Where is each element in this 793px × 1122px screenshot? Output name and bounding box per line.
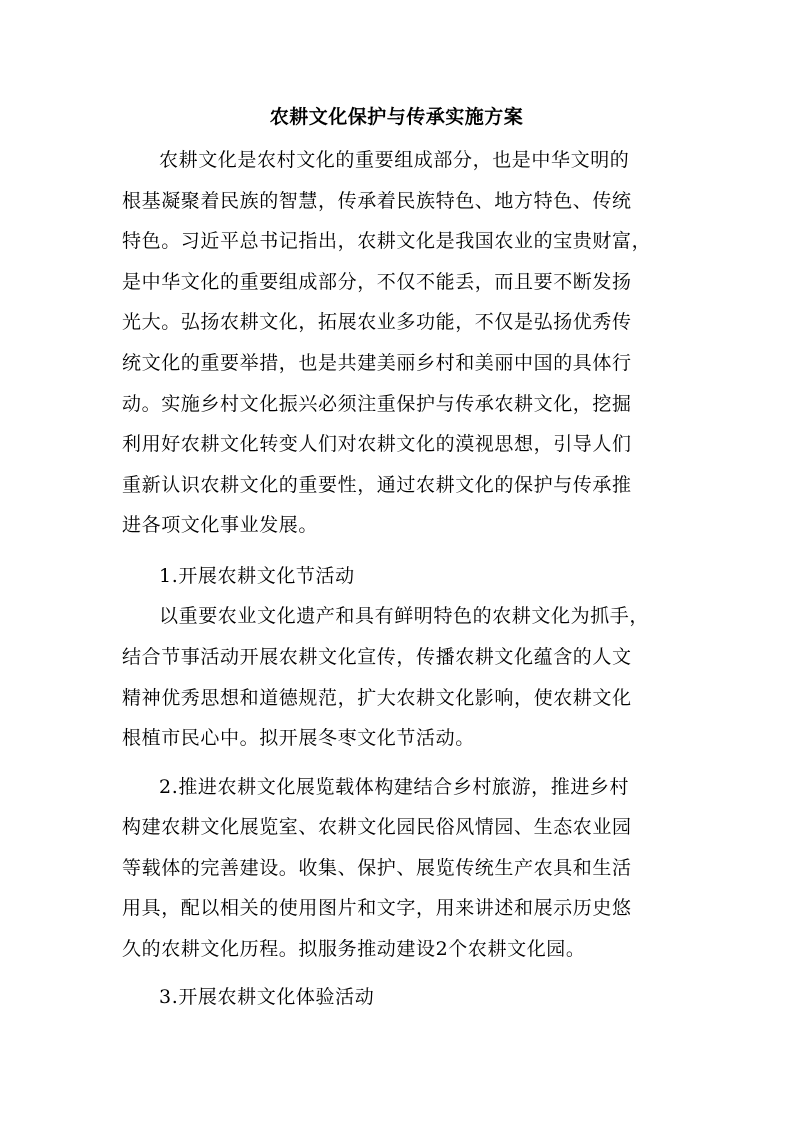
text-line: 构建农耕文化展览室、农耕文化园民俗风情园、生态农业园 (122, 816, 632, 838)
text-line: 精神优秀思想和道德规范，扩大农耕文化影响，使农耕文化 (122, 687, 632, 709)
text-line: 结合节事活动开展农耕文化宣传，传播农耕文化蕴含的人文 (122, 646, 632, 668)
text-line: 农耕文化是农村文化的重要组成部分，也是中华文明的 (159, 149, 630, 171)
text-line: 久的农耕文化历程。拟服务推动建设2个农耕文化园。 (122, 938, 586, 960)
section-heading-1: 1.开展农耕文化节活动 (159, 565, 355, 587)
text-line: 特色。习近平总书记指出，农耕文化是我国农业的宝贵财富， (122, 230, 652, 252)
section-heading-2: 2.推进农耕文化展览载体构建结合乡村旅游，推进乡村 (159, 776, 630, 798)
text-line: 进各项文化事业发展。 (122, 514, 319, 536)
text-line: 等载体的完善建设。收集、保护、展览传统生产农具和生活 (122, 857, 632, 879)
text-line: 用具，配以相关的使用图片和文字，用来讲述和展示历史悠 (122, 897, 632, 919)
text-line: 以重要农业文化遗产和具有鲜明特色的农耕文化为抓手， (159, 605, 650, 627)
document-title: 农耕文化保护与传承实施方案 (269, 106, 524, 128)
text-line: 利用好农耕文化转变人们对农耕文化的漠视思想，引导人们 (122, 433, 632, 455)
text-line: 动。实施乡村文化振兴必须注重保护与传承农耕文化，挖掘 (122, 393, 632, 415)
text-line: 重新认识农耕文化的重要性，通过农耕文化的保护与传承推 (122, 474, 632, 496)
text-line: 根植市民心中。拟开展冬枣文化节活动。 (122, 727, 475, 749)
text-line: 根基凝聚着民族的智慧，传承着民族特色、地方特色、传统 (122, 190, 632, 212)
text-line: 统文化的重要举措，也是共建美丽乡村和美丽中国的具体行 (122, 352, 632, 374)
text-line: 是中华文化的重要组成部分，不仅不能丢，而且要不断发扬 (122, 271, 632, 293)
text-line: 光大。弘扬农耕文化，拓展农业多功能，不仅是弘扬优秀传 (122, 311, 632, 333)
section-heading-3: 3.开展农耕文化体验活动 (159, 986, 375, 1008)
